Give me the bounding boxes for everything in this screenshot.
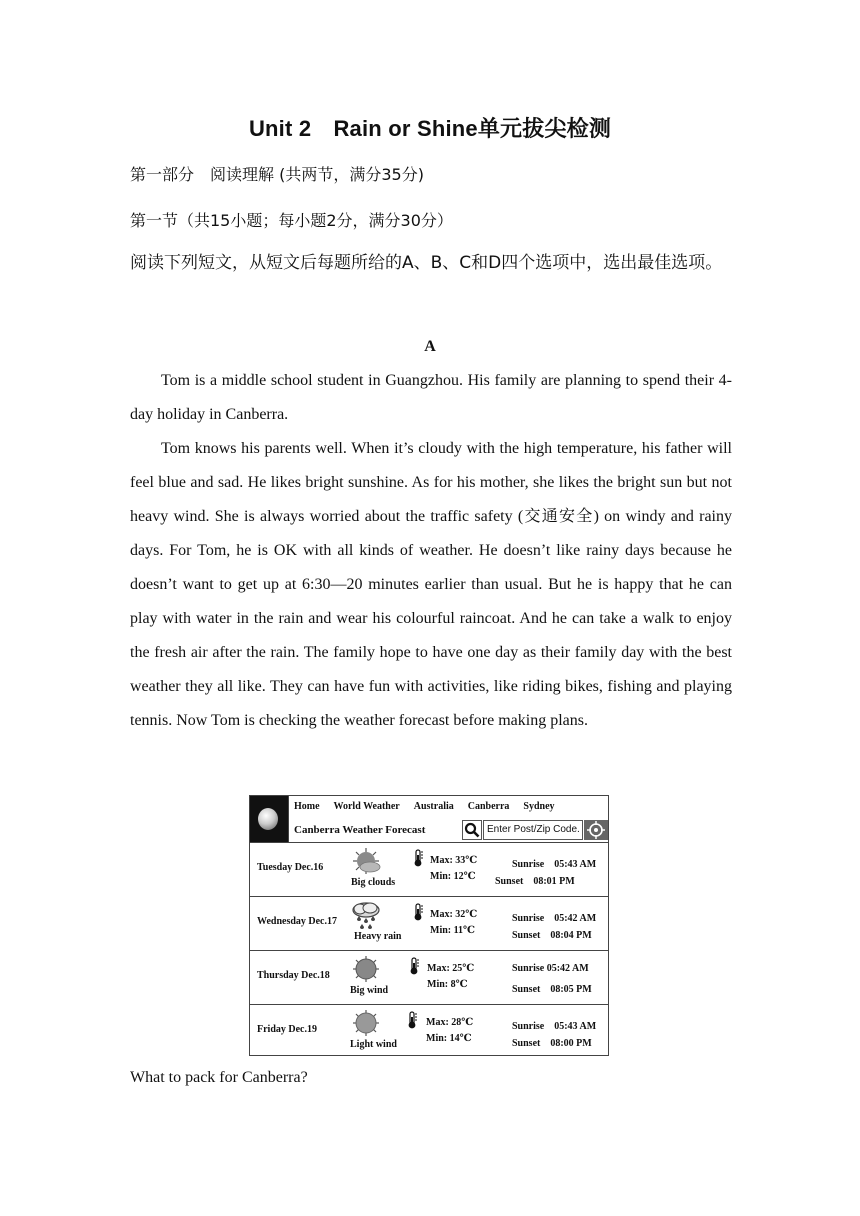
sunrise-time: Sunrise 05:42 AM	[512, 963, 589, 974]
postcode-input[interactable]: Enter Post/Zip Code.	[483, 820, 583, 840]
sunrise-time: Sunrise 05:43 AM	[512, 1021, 597, 1032]
max-temp: Max: 33℃	[430, 855, 478, 866]
min-temp: Min: 8℃	[427, 979, 468, 990]
forecast-day: Wednesday Dec.17	[257, 916, 337, 927]
forecast-rows	[250, 842, 608, 1058]
passage	[130, 364, 732, 738]
forecast-title: Canberra Weather Forecast	[294, 824, 426, 836]
part-heading: 第一部分 阅读理解 (共两节，满分35分)	[130, 165, 424, 184]
heavy-rain-icon	[350, 901, 382, 929]
thermometer-icon	[408, 957, 420, 975]
sunset-time: Sunset 08:00 PM	[512, 1038, 592, 1049]
sunrise-time: Sunrise 05:43 AM	[512, 859, 597, 870]
sunset-time: Sunset 08:01 PM	[495, 876, 575, 887]
wind-icon	[350, 1009, 382, 1037]
sunset-time: Sunset 08:05 PM	[512, 984, 592, 995]
forecast-condition: Light wind	[350, 1039, 397, 1050]
passage-label: A	[424, 338, 436, 355]
crosshair-icon	[584, 820, 608, 840]
passage-paragraph: Tom knows his parents well. When it’s cloudy with the high temperature, his father will feel blue and sad. He likes bright sunshine. As for his mother, she likes the bright sun but not heavy wind. She is always worried about the traffic safety (交通安全) on windy and rainy days. For Tom, he is OK with all kinds of weather. He doesn’t like rainy days because he doesn’t want to get up at 6:30—20 minutes earlier than usual. But he is happy that he can play with water in the rain and wear his colourful raincoat. And he can take a walk to enjoy the fresh air after the rain. The family hope to have one day as their family day with the best weather they all like. They can have fun with activities, like riding bikes, fishing and playing tennis. Now Tom is checking the weather forecast before making plans.	[130, 440, 732, 729]
min-temp: Min: 12℃	[430, 871, 476, 882]
forecast-row	[250, 950, 608, 1004]
forecast-condition: Heavy rain	[354, 931, 402, 942]
weather-nav	[294, 801, 555, 812]
thermometer-icon	[406, 1011, 418, 1029]
page-title: Unit 2 Rain or Shine单元拔尖检测	[248, 116, 612, 141]
forecast-condition: Big clouds	[351, 877, 396, 888]
nav-world-weather-link[interactable]: World Weather	[333, 801, 400, 812]
passage-paragraph: Tom is a middle school student in Guangzhou. His family are planning to spend their 4-day holiday in Canberra.	[130, 372, 732, 423]
forecast-row	[250, 1004, 608, 1058]
sunrise-time: Sunrise 05:42 AM	[512, 913, 597, 924]
max-temp: Max: 25℃	[427, 963, 475, 974]
search-icon	[463, 821, 481, 839]
forecast-row	[250, 842, 608, 896]
forecast-row	[250, 896, 608, 950]
search-button[interactable]	[462, 820, 482, 840]
thermometer-icon	[412, 903, 424, 921]
nav-canberra-link[interactable]: Canberra	[467, 801, 510, 812]
sunset-time: Sunset 08:04 PM	[512, 930, 592, 941]
max-temp: Max: 32℃	[430, 909, 478, 920]
forecast-condition: Big wind	[350, 985, 389, 996]
question-text: What to pack for Canberra?	[130, 1069, 308, 1086]
nav-australia-link[interactable]: Australia	[413, 801, 454, 812]
thermometer-icon	[412, 849, 424, 867]
nav-home-link[interactable]: Home	[294, 801, 320, 812]
weather-forecast-widget	[249, 795, 609, 1056]
min-temp: Min: 11℃	[430, 925, 476, 936]
max-temp: Max: 28℃	[426, 1017, 474, 1028]
wind-icon	[350, 955, 382, 983]
globe-logo-icon	[250, 796, 289, 842]
forecast-day: Thursday Dec.18	[257, 970, 330, 981]
section-heading: 第一节（共15小题；每小题2分，满分30分）	[130, 211, 453, 230]
cloudy-sun-icon	[350, 847, 382, 875]
min-temp: Min: 14℃	[426, 1033, 472, 1044]
instructions: 阅读下列短文，从短文后每题所给的A、B、C和D四个选项中，选出最佳选项。	[130, 253, 723, 273]
nav-sydney-link[interactable]: Sydney	[523, 801, 555, 812]
forecast-day: Tuesday Dec.16	[257, 862, 324, 873]
forecast-day: Friday Dec.19	[257, 1024, 317, 1035]
locate-button[interactable]	[584, 820, 608, 840]
